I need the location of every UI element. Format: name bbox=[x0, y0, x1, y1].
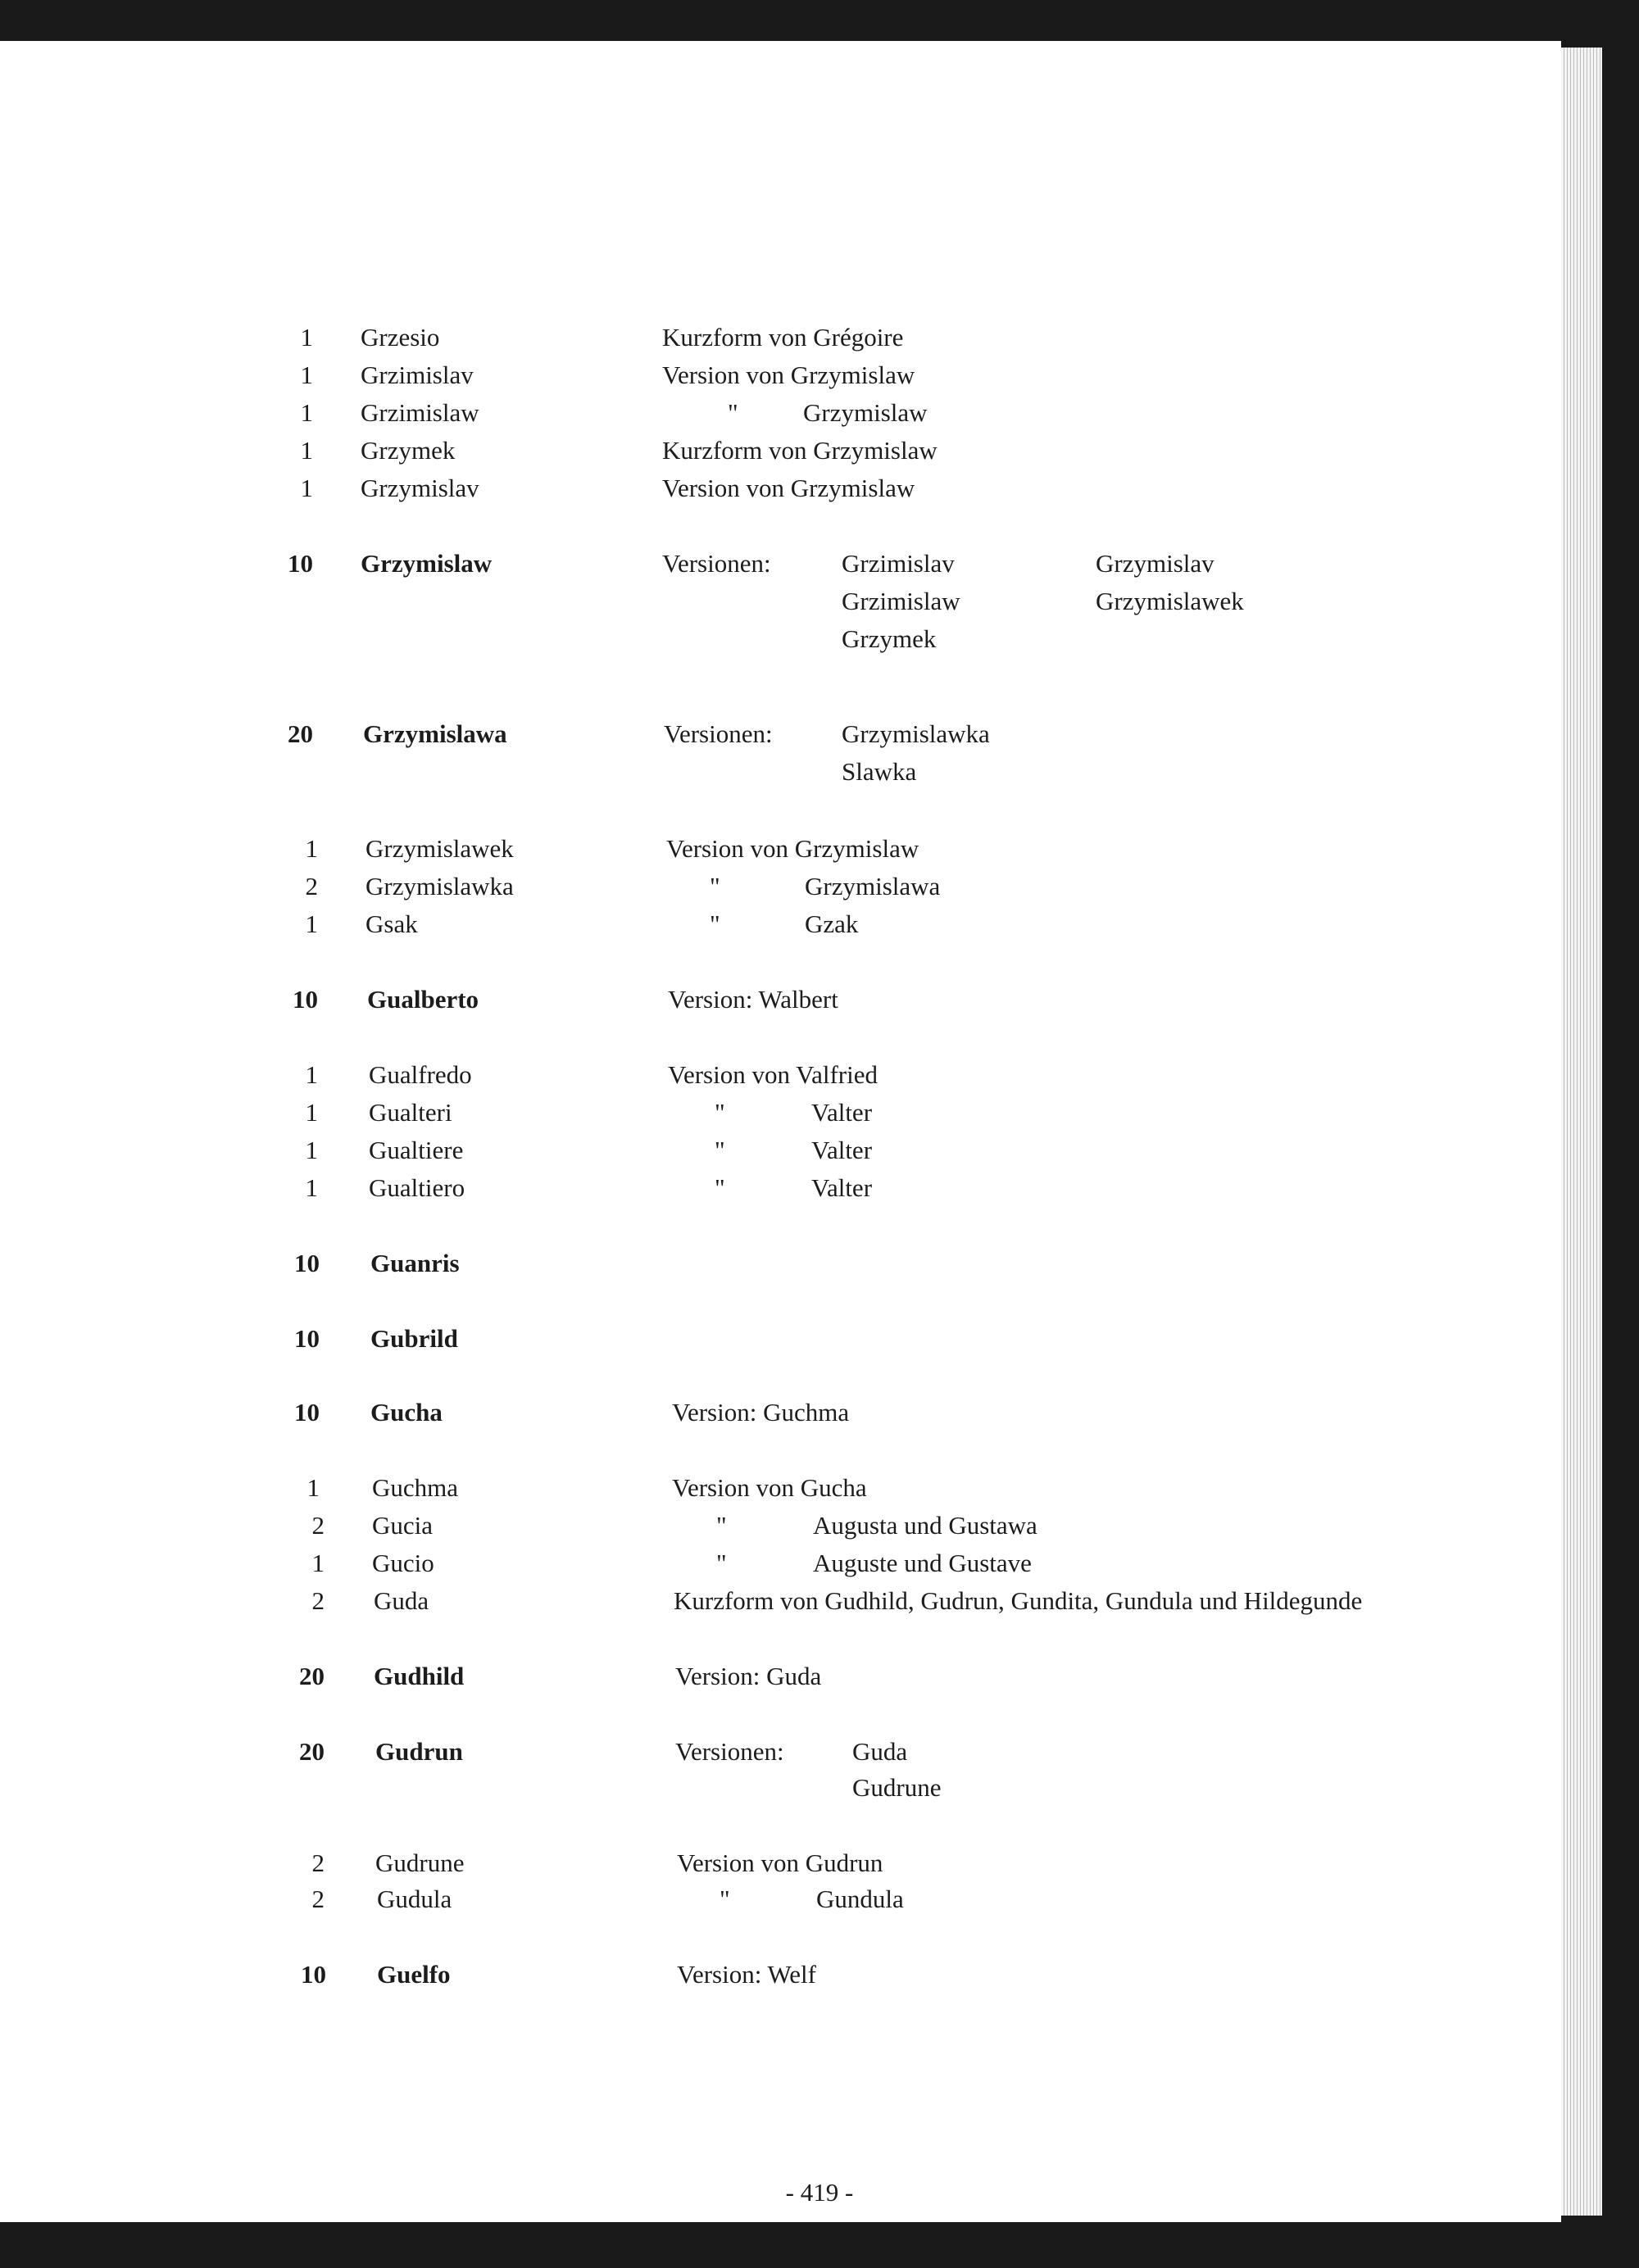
entry-row bbox=[0, 320, 1561, 356]
entry-description: Kurzform von Grzymislaw bbox=[662, 436, 938, 465]
entry-name: Grzymislaw bbox=[361, 549, 493, 578]
ditto-mark: " bbox=[716, 1549, 727, 1577]
variant: Grzimislaw bbox=[842, 587, 960, 615]
entry-description: Version: Walbert bbox=[668, 985, 838, 1014]
ditto-mark: " bbox=[716, 1511, 727, 1540]
entry-name: Grzimislav bbox=[361, 361, 474, 389]
entry-count: 20 bbox=[288, 719, 313, 748]
entry-count: 10 bbox=[288, 549, 313, 578]
entry-reference: Gundula bbox=[816, 1885, 904, 1913]
variant: Grzymislav bbox=[1096, 549, 1214, 578]
variant: Slawka bbox=[842, 757, 917, 786]
entry-name: Grzymislawa bbox=[363, 719, 507, 748]
ditto-mark: " bbox=[728, 398, 738, 427]
entry-description: Versionen: bbox=[662, 549, 771, 578]
entry-count: 10 bbox=[293, 985, 318, 1014]
entry-name: Gudrune bbox=[375, 1848, 465, 1877]
entry-name: Grzymislawek bbox=[365, 834, 514, 863]
ditto-mark: " bbox=[710, 909, 720, 938]
entry-row bbox=[0, 1057, 1561, 1093]
entry-row bbox=[0, 1583, 1561, 1619]
entry-count: 1 bbox=[305, 1060, 318, 1089]
entry-row bbox=[0, 1508, 1561, 1544]
entry-count: 1 bbox=[311, 1549, 325, 1577]
entry-name: Grzymislawka bbox=[365, 872, 514, 900]
entry-row bbox=[0, 470, 1561, 506]
entry-description: Versionen: bbox=[664, 719, 773, 748]
entry-name: Grzymek bbox=[361, 436, 456, 465]
entry-name: Gualtiere bbox=[369, 1136, 464, 1164]
ditto-mark: " bbox=[715, 1173, 725, 1202]
entry-row bbox=[0, 1095, 1561, 1131]
entry-name: Gualfredo bbox=[369, 1060, 472, 1089]
variant: Grzimislav bbox=[842, 549, 955, 578]
entry-row-main bbox=[0, 1734, 1561, 1809]
entry-name: Grzimislaw bbox=[361, 398, 479, 427]
entry-reference: Augusta und Gustawa bbox=[813, 1511, 1037, 1540]
entry-row bbox=[0, 1132, 1561, 1168]
entry-description: Version: Welf bbox=[677, 1960, 816, 1989]
entry-description: Versionen: bbox=[675, 1737, 784, 1766]
entry-count: 1 bbox=[306, 1473, 320, 1502]
entry-reference: Valter bbox=[811, 1173, 873, 1202]
entry-row bbox=[0, 831, 1561, 867]
entry-reference: Grzymislawa bbox=[805, 872, 941, 900]
entry-row-main bbox=[0, 1658, 1561, 1694]
entry-name: Gualteri bbox=[369, 1098, 452, 1127]
entry-row bbox=[0, 1470, 1561, 1506]
entry-description: Kurzform von Grégoire bbox=[662, 323, 904, 352]
variant: Guda bbox=[852, 1737, 908, 1766]
entry-count: 1 bbox=[300, 474, 313, 502]
entry-description: Version von Gucha bbox=[672, 1473, 867, 1502]
entry-count: 1 bbox=[305, 834, 318, 863]
entry-row-main bbox=[0, 1321, 1561, 1357]
book-page-edges bbox=[1561, 48, 1602, 2216]
entry-count: 1 bbox=[300, 436, 313, 465]
entry-name: Gudhild bbox=[374, 1662, 465, 1690]
entry-name: Gudrun bbox=[375, 1737, 463, 1766]
entry-name: Gualtiero bbox=[369, 1173, 465, 1202]
entry-name: Guda bbox=[374, 1586, 429, 1615]
page-sheet bbox=[0, 41, 1561, 2222]
entry-row bbox=[0, 1845, 1561, 1881]
entry-description: Version von Gudrun bbox=[677, 1848, 883, 1877]
entry-count: 1 bbox=[305, 909, 318, 938]
entry-count: 10 bbox=[294, 1249, 320, 1277]
entry-count: 2 bbox=[311, 1586, 325, 1615]
entry-name: Guanris bbox=[370, 1249, 460, 1277]
entry-count: 1 bbox=[300, 361, 313, 389]
entry-description: Version von Grzymislaw bbox=[662, 474, 915, 502]
entry-reference: Grzymislaw bbox=[803, 398, 928, 427]
entry-name: Grzesio bbox=[361, 323, 440, 352]
entry-name: Gucia bbox=[372, 1511, 434, 1540]
entry-name: Guchma bbox=[372, 1473, 459, 1502]
entry-name: Gubrild bbox=[370, 1324, 458, 1353]
entry-name: Gucha bbox=[370, 1398, 443, 1427]
ditto-mark: " bbox=[720, 1885, 730, 1913]
entry-row bbox=[0, 869, 1561, 905]
entry-count: 10 bbox=[294, 1398, 320, 1427]
entry-reference: Auguste und Gustave bbox=[813, 1549, 1032, 1577]
entry-count: 1 bbox=[305, 1098, 318, 1127]
entry-name: Gualberto bbox=[367, 985, 479, 1014]
entry-description: Kurzform von Gudhild, Gudrun, Gundita, Gundula und Hildegunde bbox=[674, 1586, 1363, 1615]
entry-count: 2 bbox=[311, 1511, 325, 1540]
entry-count: 1 bbox=[300, 398, 313, 427]
entry-row-main bbox=[0, 982, 1561, 1018]
page-number: - 419 - bbox=[785, 2178, 854, 2207]
entry-name: Gsak bbox=[365, 909, 418, 938]
variant: Grzymek bbox=[842, 624, 937, 653]
variant: Grzymislawek bbox=[1096, 587, 1244, 615]
variant: Gudrune bbox=[852, 1773, 942, 1802]
entry-name: Guelfo bbox=[377, 1960, 451, 1989]
entry-count: 2 bbox=[305, 872, 318, 900]
entry-row bbox=[0, 1170, 1561, 1206]
entry-count: 2 bbox=[311, 1885, 325, 1913]
entry-description: Version: Guchma bbox=[672, 1398, 850, 1427]
entry-row bbox=[0, 906, 1561, 942]
entry-count: 20 bbox=[299, 1737, 325, 1766]
entry-row-main bbox=[0, 1245, 1561, 1281]
entry-row bbox=[0, 357, 1561, 393]
entry-row bbox=[0, 433, 1561, 469]
ditto-mark: " bbox=[715, 1136, 725, 1164]
entry-reference: Valter bbox=[811, 1098, 873, 1127]
entry-description: Version von Grzymislaw bbox=[666, 834, 919, 863]
entry-name: Gudula bbox=[377, 1885, 452, 1913]
entry-count: 1 bbox=[305, 1136, 318, 1164]
entry-reference: Valter bbox=[811, 1136, 873, 1164]
entry-count: 10 bbox=[294, 1324, 320, 1353]
entry-count: 2 bbox=[311, 1848, 325, 1877]
entry-reference: Gzak bbox=[805, 909, 859, 938]
entry-name: Gucio bbox=[372, 1549, 434, 1577]
ditto-mark: " bbox=[715, 1098, 725, 1127]
entry-description: Version von Valfried bbox=[668, 1060, 878, 1089]
name-entry-list bbox=[0, 41, 1561, 2222]
entry-count: 1 bbox=[300, 323, 313, 352]
entry-description: Version von Grzymislaw bbox=[662, 361, 915, 389]
entry-row bbox=[0, 1545, 1561, 1581]
ditto-mark: " bbox=[710, 872, 720, 900]
variant: Grzymislawka bbox=[842, 719, 990, 748]
entry-count: 20 bbox=[299, 1662, 325, 1690]
entry-count: 1 bbox=[305, 1173, 318, 1202]
entry-row-main bbox=[0, 546, 1561, 659]
entry-description: Version: Guda bbox=[675, 1662, 822, 1690]
entry-row bbox=[0, 395, 1561, 431]
entry-name: Grzymislav bbox=[361, 474, 479, 502]
entry-row-main bbox=[0, 1395, 1561, 1431]
entry-row-main bbox=[0, 716, 1561, 792]
entry-row bbox=[0, 1881, 1561, 1917]
entry-count: 10 bbox=[301, 1960, 326, 1989]
entry-row-main bbox=[0, 1957, 1561, 1993]
